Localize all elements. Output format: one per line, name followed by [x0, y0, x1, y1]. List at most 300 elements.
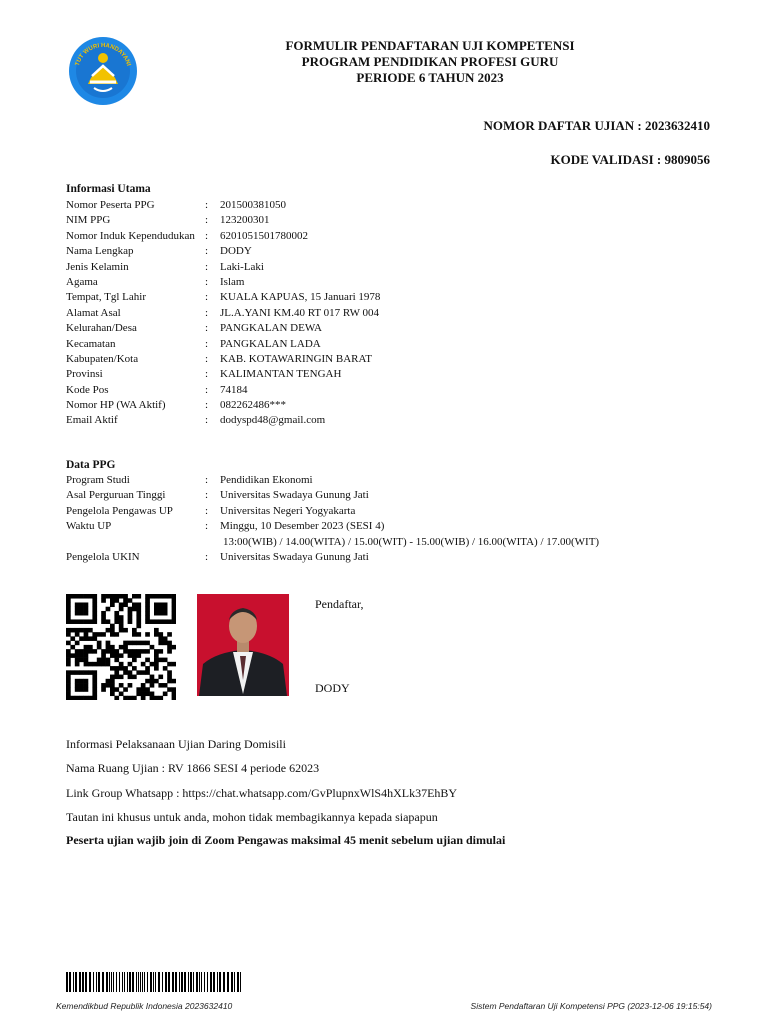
qr-module	[106, 683, 111, 688]
qr-module	[141, 662, 146, 667]
qr-module	[66, 641, 71, 646]
table-row	[66, 275, 706, 290]
qr-module	[172, 611, 176, 616]
barcode-bar	[150, 972, 152, 992]
qr-module	[150, 683, 155, 688]
row-sep: :	[205, 322, 209, 335]
qr-module	[119, 628, 124, 633]
qr-module	[101, 649, 106, 654]
barcode-bar	[188, 972, 189, 992]
row-label: Kecamatan	[66, 337, 116, 350]
qr-module	[123, 649, 128, 654]
row-value: Pendidikan Ekonomi	[220, 474, 313, 486]
row-sep: :	[205, 352, 209, 365]
qr-module	[101, 611, 106, 616]
qr-module	[75, 602, 80, 607]
row-label: Asal Perguruan Tinggi	[66, 489, 166, 502]
table-row	[66, 367, 706, 382]
row-sep: :	[205, 520, 209, 533]
qr-module	[101, 619, 106, 624]
row-value: PANGKALAN DEWA	[220, 322, 322, 335]
qr-module	[114, 611, 119, 616]
qr-module	[158, 696, 163, 700]
barcode-bar	[147, 972, 148, 992]
qr-module	[110, 649, 115, 654]
qr-module	[136, 611, 141, 616]
qr-module	[145, 602, 150, 607]
qr-module	[132, 658, 137, 663]
qr-module	[84, 607, 89, 612]
qr-module	[66, 662, 71, 667]
qr-module	[119, 653, 124, 658]
qr-module	[106, 649, 111, 654]
qr-module	[106, 628, 111, 633]
qr-module	[141, 687, 146, 692]
qr-module	[119, 692, 124, 697]
nomor-daftar-ujian: NOMOR DAFTAR UJIAN : 2023632410	[483, 118, 710, 133]
qr-module	[119, 607, 124, 612]
qr-module	[150, 662, 155, 667]
qr-module	[92, 598, 97, 603]
qr-module	[70, 628, 75, 633]
row-value: 123200301	[220, 214, 270, 227]
row-sep: :	[205, 291, 209, 304]
row-value: DODY	[220, 245, 252, 258]
row-sep: :	[205, 260, 209, 273]
qr-module	[79, 653, 84, 658]
qr-module	[163, 641, 168, 646]
data-ppg-table	[66, 473, 706, 565]
qr-module	[145, 615, 150, 620]
qr-module	[132, 666, 137, 671]
qr-module	[145, 649, 150, 654]
qr-code	[66, 594, 176, 700]
barcode-bar	[132, 972, 134, 992]
row-sep: :	[205, 504, 209, 517]
qr-module	[128, 670, 133, 675]
qr-module	[92, 607, 97, 612]
signature-name: DODY	[315, 681, 350, 695]
row-sep: :	[205, 275, 209, 288]
barcode-bar	[158, 972, 160, 992]
qr-module	[172, 594, 176, 599]
qr-module	[154, 662, 159, 667]
qr-module	[172, 645, 176, 650]
barcode-bar	[199, 972, 200, 992]
barcode-bar	[181, 972, 183, 992]
row-label: Email Aktif	[66, 414, 118, 427]
qr-module	[110, 675, 115, 680]
row-label: Waktu UP	[66, 520, 112, 533]
qr-module	[66, 658, 71, 663]
row-sep: :	[205, 245, 209, 258]
qr-module	[119, 602, 124, 607]
qr-module	[123, 602, 128, 607]
qr-module	[70, 696, 75, 700]
qr-module	[167, 645, 172, 650]
qr-module	[154, 649, 159, 654]
qr-module	[114, 666, 119, 671]
qr-module	[84, 632, 89, 637]
qr-module	[79, 683, 84, 688]
qr-module	[132, 628, 137, 633]
barcode-bar	[66, 972, 68, 992]
qr-module	[141, 641, 146, 646]
qr-module	[172, 602, 176, 607]
table-row	[66, 352, 706, 367]
qr-module	[136, 607, 141, 612]
qr-module	[70, 653, 75, 658]
qr-module	[150, 679, 155, 684]
row-sep: :	[205, 489, 209, 502]
qr-module	[66, 615, 71, 620]
qr-module	[141, 683, 146, 688]
qr-module	[84, 628, 89, 633]
qr-module	[154, 602, 159, 607]
table-row	[66, 337, 706, 352]
waktu-up-times: 13:00(WIB) / 14.00(WITA) / 15.00(WIT) - 15.00(WIB) / 16.00(WITA) / 17.00(WIT)	[223, 535, 600, 548]
qr-module	[70, 619, 75, 624]
row-sep: :	[205, 368, 209, 381]
qr-module	[101, 683, 106, 688]
qr-module	[101, 615, 106, 620]
row-label: Pengelola Pengawas UP	[66, 504, 173, 517]
qr-module	[92, 683, 97, 688]
qr-module	[158, 632, 163, 637]
qr-module	[163, 607, 168, 612]
qr-module	[123, 666, 128, 671]
barcode-bar	[73, 972, 74, 992]
row-value[interactable]: dodyspd48@gmail.com	[220, 414, 326, 427]
barcode-bar	[124, 972, 125, 992]
qr-module	[66, 632, 71, 637]
barcode-bar	[155, 972, 156, 992]
row-label: Kelurahan/Desa	[66, 322, 137, 335]
row-value: Universitas Swadaya Gunung Jati	[220, 550, 369, 563]
qr-module	[119, 675, 124, 680]
row-sep: :	[205, 383, 209, 396]
qr-module	[163, 683, 168, 688]
qr-module	[163, 636, 168, 641]
barcode-bar	[122, 972, 123, 992]
qr-module	[84, 611, 89, 616]
section-title-data-ppg: Data PPG	[66, 459, 116, 471]
qr-module	[123, 687, 128, 692]
table-row	[66, 198, 706, 213]
row-label: Kode Pos	[66, 383, 109, 396]
qr-module	[88, 670, 93, 675]
qr-module	[158, 619, 163, 624]
row-sep: :	[205, 337, 209, 350]
qr-module	[119, 683, 124, 688]
qr-module	[154, 594, 159, 599]
qr-module	[84, 670, 89, 675]
row-sep: :	[205, 214, 209, 227]
qr-module	[136, 653, 141, 658]
qr-module	[88, 594, 93, 599]
qr-module	[75, 662, 80, 667]
qr-module	[101, 658, 106, 663]
qr-module	[114, 632, 119, 637]
qr-module	[114, 653, 119, 658]
barcode-bar	[106, 972, 108, 992]
qr-module	[158, 675, 163, 680]
barcode-bar	[119, 972, 120, 992]
info-ruang-ujian: Nama Ruang Ujian : RV 1866 SESI 4 periode 62023	[66, 761, 320, 775]
qr-module	[79, 670, 84, 675]
qr-module	[66, 594, 71, 599]
row-sep: :	[205, 229, 209, 242]
info-whatsapp-link[interactable]: Link Group Whatsapp : https://chat.whatsapp.com/GvPlupnxWlS4hXLk37EhBY	[66, 786, 458, 800]
header-line-3: PERIODE 6 TAHUN 2023	[356, 70, 504, 85]
row-label: Nomor Induk Kependudukan	[66, 229, 195, 242]
row-value: JL.A.YANI KM.40 RT 017 RW 004	[220, 306, 380, 319]
qr-module	[88, 696, 93, 700]
row-sep: :	[205, 199, 209, 211]
barcode-bar	[210, 972, 212, 992]
qr-module	[128, 598, 133, 603]
qr-module	[154, 619, 159, 624]
qr-module	[154, 628, 159, 633]
qr-module	[92, 594, 97, 599]
table-row	[66, 488, 706, 503]
qr-module	[110, 624, 115, 629]
qr-module	[92, 692, 97, 697]
row-value: 6201051501780002	[220, 229, 308, 242]
footer-left: Kemendikbud Republik Indonesia 2023632410	[56, 1001, 233, 1011]
qr-module	[167, 649, 172, 654]
qr-module	[66, 598, 71, 603]
qr-module	[119, 666, 124, 671]
qr-module	[75, 687, 80, 692]
qr-module	[128, 615, 133, 620]
qr-module	[84, 679, 89, 684]
qr-module	[136, 615, 141, 620]
qr-module	[114, 619, 119, 624]
qr-module	[172, 679, 176, 684]
qr-module	[114, 687, 119, 692]
qr-module	[172, 696, 176, 700]
barcode-bar	[82, 972, 84, 992]
row-value: KAB. KOTAWARINGIN BARAT	[220, 352, 372, 365]
qr-module	[88, 628, 93, 633]
barcode-bar	[162, 972, 163, 992]
qr-module	[145, 632, 150, 637]
qr-module	[128, 611, 133, 616]
table-row	[66, 413, 706, 428]
row-sep: :	[205, 399, 209, 412]
qr-module	[163, 658, 168, 663]
row-sep: :	[205, 550, 209, 563]
row-label: Provinsi	[66, 368, 103, 381]
qr-module	[150, 692, 155, 697]
qr-module	[106, 594, 111, 599]
qr-module	[75, 607, 80, 612]
table-row	[66, 244, 706, 259]
qr-module	[79, 696, 84, 700]
qr-module	[172, 607, 176, 612]
qr-module	[128, 675, 133, 680]
qr-module	[145, 641, 150, 646]
qr-module	[97, 632, 102, 637]
qr-module	[141, 692, 146, 697]
qr-module	[106, 662, 111, 667]
qr-module	[66, 692, 71, 697]
qr-module	[158, 636, 163, 641]
barcode-bar	[175, 972, 177, 992]
table-row	[66, 473, 706, 488]
qr-module	[167, 670, 172, 675]
row-value: KALIMANTAN TENGAH	[220, 368, 342, 381]
qr-module	[119, 645, 124, 650]
qr-module	[119, 662, 124, 667]
qr-module	[145, 598, 150, 603]
qr-module	[132, 675, 137, 680]
qr-module	[92, 602, 97, 607]
qr-module	[167, 632, 172, 637]
qr-module	[110, 683, 115, 688]
qr-module	[66, 653, 71, 658]
qr-module	[145, 670, 150, 675]
table-row	[66, 321, 706, 336]
qr-module	[92, 696, 97, 700]
qr-module	[128, 683, 133, 688]
qr-module	[75, 696, 80, 700]
qr-module	[136, 649, 141, 654]
qr-module	[110, 687, 115, 692]
table-row	[66, 229, 706, 244]
qr-module	[145, 619, 150, 624]
qr-module	[92, 632, 97, 637]
barcode-bar	[129, 972, 131, 992]
barcode-bar	[127, 972, 128, 992]
qr-module	[136, 692, 141, 697]
qr-module	[92, 679, 97, 684]
qr-module	[79, 602, 84, 607]
qr-module	[88, 645, 93, 650]
qr-module	[75, 641, 80, 646]
qr-module	[79, 658, 84, 663]
info-notice: Tautan ini khusus untuk anda, mohon tidak membagikannya kepada siapapun	[66, 810, 438, 824]
informasi-utama-table	[66, 198, 706, 429]
qr-module	[141, 670, 146, 675]
row-label: Alamat Asal	[66, 306, 121, 319]
qr-module	[92, 675, 97, 680]
qr-module	[128, 696, 133, 700]
barcode-bar	[75, 972, 77, 992]
qr-module	[167, 675, 172, 680]
qr-module	[145, 658, 150, 663]
qr-module	[128, 662, 133, 667]
qr-module	[172, 662, 176, 667]
qr-module	[79, 611, 84, 616]
qr-module	[84, 658, 89, 663]
qr-module	[145, 594, 150, 599]
qr-module	[70, 636, 75, 641]
qr-module	[79, 636, 84, 641]
qr-module	[128, 649, 133, 654]
qr-module	[114, 615, 119, 620]
qr-module	[158, 611, 163, 616]
qr-module	[158, 683, 163, 688]
qr-module	[75, 670, 80, 675]
qr-module	[66, 628, 71, 633]
qr-module	[150, 645, 155, 650]
qr-module	[101, 594, 106, 599]
qr-module	[132, 632, 137, 637]
qr-module	[84, 696, 89, 700]
qr-module	[84, 619, 89, 624]
qr-module	[136, 641, 141, 646]
qr-module	[150, 594, 155, 599]
row-value: KUALA KAPUAS, 15 Januari 1978	[220, 291, 381, 304]
qr-module	[110, 679, 115, 684]
row-label: Program Studi	[66, 474, 130, 486]
row-label: NIM PPG	[66, 214, 111, 227]
qr-module	[154, 666, 159, 671]
qr-module	[136, 670, 141, 675]
row-sep: :	[205, 306, 209, 319]
barcode-bar	[201, 972, 202, 992]
qr-module	[92, 615, 97, 620]
barcode-bar	[223, 972, 225, 992]
qr-module	[141, 649, 146, 654]
barcode-bar	[165, 972, 167, 992]
barcode-bar	[237, 972, 239, 992]
qr-module	[167, 679, 172, 684]
qr-module	[145, 607, 150, 612]
qr-module	[92, 649, 97, 654]
qr-module	[75, 611, 80, 616]
qr-module	[128, 641, 133, 646]
qr-module	[75, 649, 80, 654]
row-label: Kabupaten/Kota	[66, 352, 139, 365]
qr-module	[79, 687, 84, 692]
qr-module	[75, 594, 80, 599]
section-title-informasi-utama: Informasi Utama	[66, 183, 151, 195]
qr-module	[66, 683, 71, 688]
qr-module	[163, 594, 168, 599]
row-value: Minggu, 10 Desember 2023 (SESI 4)	[220, 520, 385, 533]
barcode-bar	[193, 972, 194, 992]
qr-module	[154, 679, 159, 684]
qr-module	[84, 594, 89, 599]
qr-module	[150, 619, 155, 624]
row-label: Agama	[66, 275, 98, 288]
qr-module	[136, 632, 141, 637]
qr-module	[154, 632, 159, 637]
qr-module	[88, 636, 93, 641]
qr-module	[132, 649, 137, 654]
barcode-bar	[240, 972, 241, 992]
table-row	[66, 260, 706, 275]
qr-module	[66, 602, 71, 607]
qr-module	[141, 696, 146, 700]
qr-module	[66, 670, 71, 675]
qr-module	[172, 615, 176, 620]
qr-module	[114, 598, 119, 603]
qr-module	[158, 658, 163, 663]
qr-module	[167, 594, 172, 599]
qr-module	[119, 594, 124, 599]
qr-module	[172, 598, 176, 603]
qr-module	[119, 619, 124, 624]
qr-module	[163, 602, 168, 607]
info-heading: Informasi Pelaksanaan Ujian Daring Domisili	[66, 737, 286, 751]
qr-module	[79, 628, 84, 633]
row-value: PANGKALAN LADA	[220, 337, 321, 350]
barcode-bar	[168, 972, 170, 992]
